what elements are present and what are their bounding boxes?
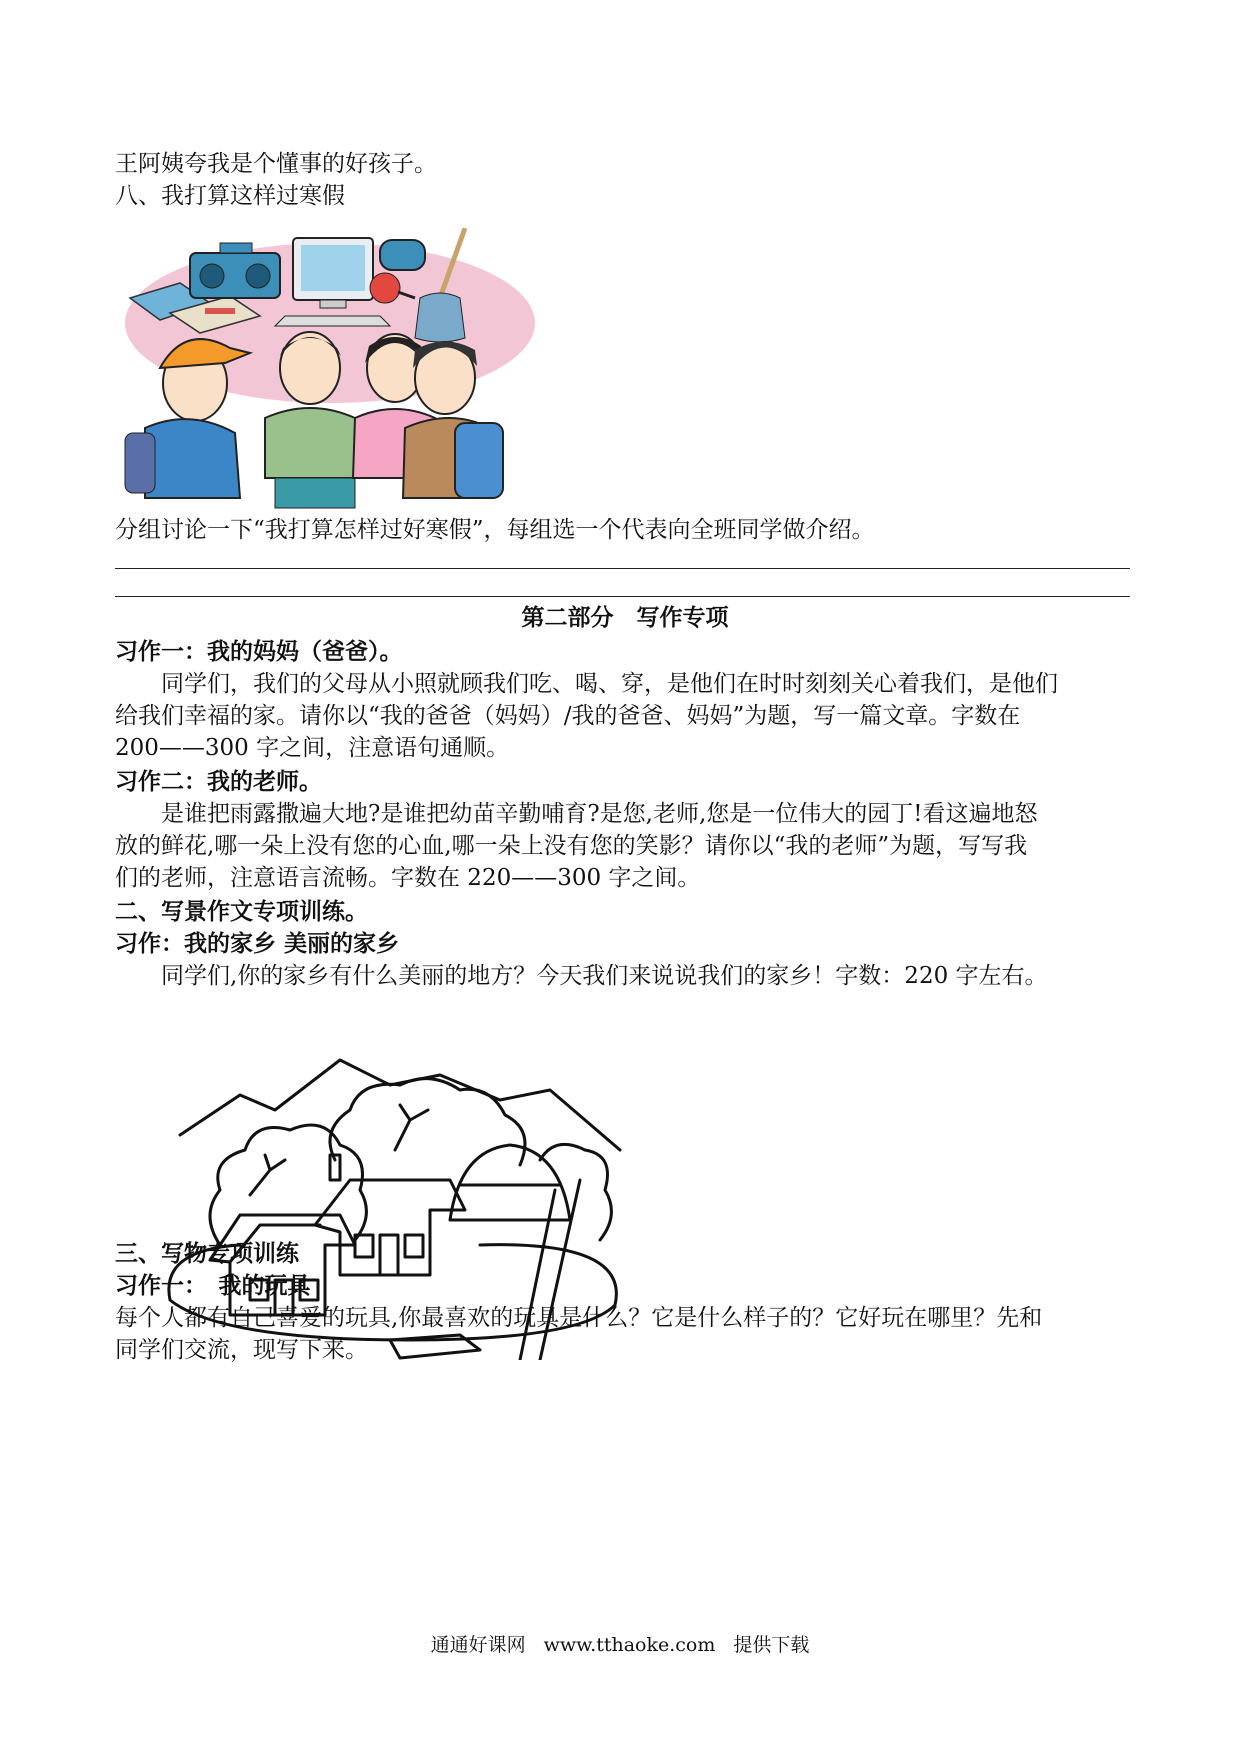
section-3-text: 同学们交流，现写下来。 — [115, 1337, 368, 1363]
footer-url-link[interactable]: www.tthaoke.com — [543, 1634, 716, 1656]
part-two-title: 第二部分 写作专项 — [521, 604, 729, 631]
exercise-1-text: 给我们幸福的家。请你以“我的爸爸（妈妈）/我的爸爸、妈妈”为题，写一篇文章。字数在 — [115, 703, 1021, 729]
page-footer — [0, 1632, 1240, 1658]
text-line: 王阿姨夸我是个懂事的好孩子。 — [115, 151, 437, 177]
footer-suffix: 提供下载 — [733, 1634, 810, 1656]
exercise-2-title: 习作二：我的老师。 — [115, 768, 322, 795]
exercise-1-title: 习作一：我的妈妈（爸爸）。 — [115, 638, 403, 665]
exercise-2-text: 是谁把雨露撒遍大地?是谁把幼苗辛勤哺育?是您,老师,您是一位伟大的园丁!看这遍地怒 — [161, 801, 1038, 827]
section-2-title: 二、写景作文专项训练。 — [115, 898, 368, 925]
section-3-exercise-title: 习作一： 我的玩具 — [115, 1272, 311, 1299]
answer-line — [115, 568, 1130, 569]
discussion-prompt: 分组讨论一下“我打算怎样过好寒假”，每组选一个代表向全班同学做介绍。 — [115, 517, 875, 543]
section-2-exercise-title: 习作：我的家乡 美丽的家乡 — [115, 930, 400, 957]
answer-line — [115, 596, 1130, 597]
exercise-2-text: 放的鲜花,哪一朵上没有您的心血,哪一朵上没有您的笑影？请你以“我的老师”为题，写写我 — [115, 833, 1028, 859]
exercise-2-text: 们的老师，注意语言流畅。字数在 220——300 字之间。 — [115, 865, 701, 891]
section-2-text: 同学们,你的家乡有什么美丽的地方？今天我们来说说我们的家乡！字数：220 字左右。 — [161, 963, 1048, 989]
section-3-title: 三、写物专项训练 — [115, 1240, 299, 1267]
exercise-1-text: 200——300 字之间，注意语句通顺。 — [115, 735, 510, 761]
section-heading-8: 八、我打算这样过寒假 — [115, 183, 345, 209]
footer-site-name: 通通好课网 — [430, 1634, 526, 1656]
exercise-1-text: 同学们，我们的父母从小照就顾我们吃、喝、穿，是他们在时时刻刻关心着我们，是他们 — [161, 671, 1058, 697]
section-3-text: 每个人都有自己喜爱的玩具,你最喜欢的玩具是什么？它是什么样子的？它好玩在哪里？先和 — [115, 1305, 1043, 1331]
